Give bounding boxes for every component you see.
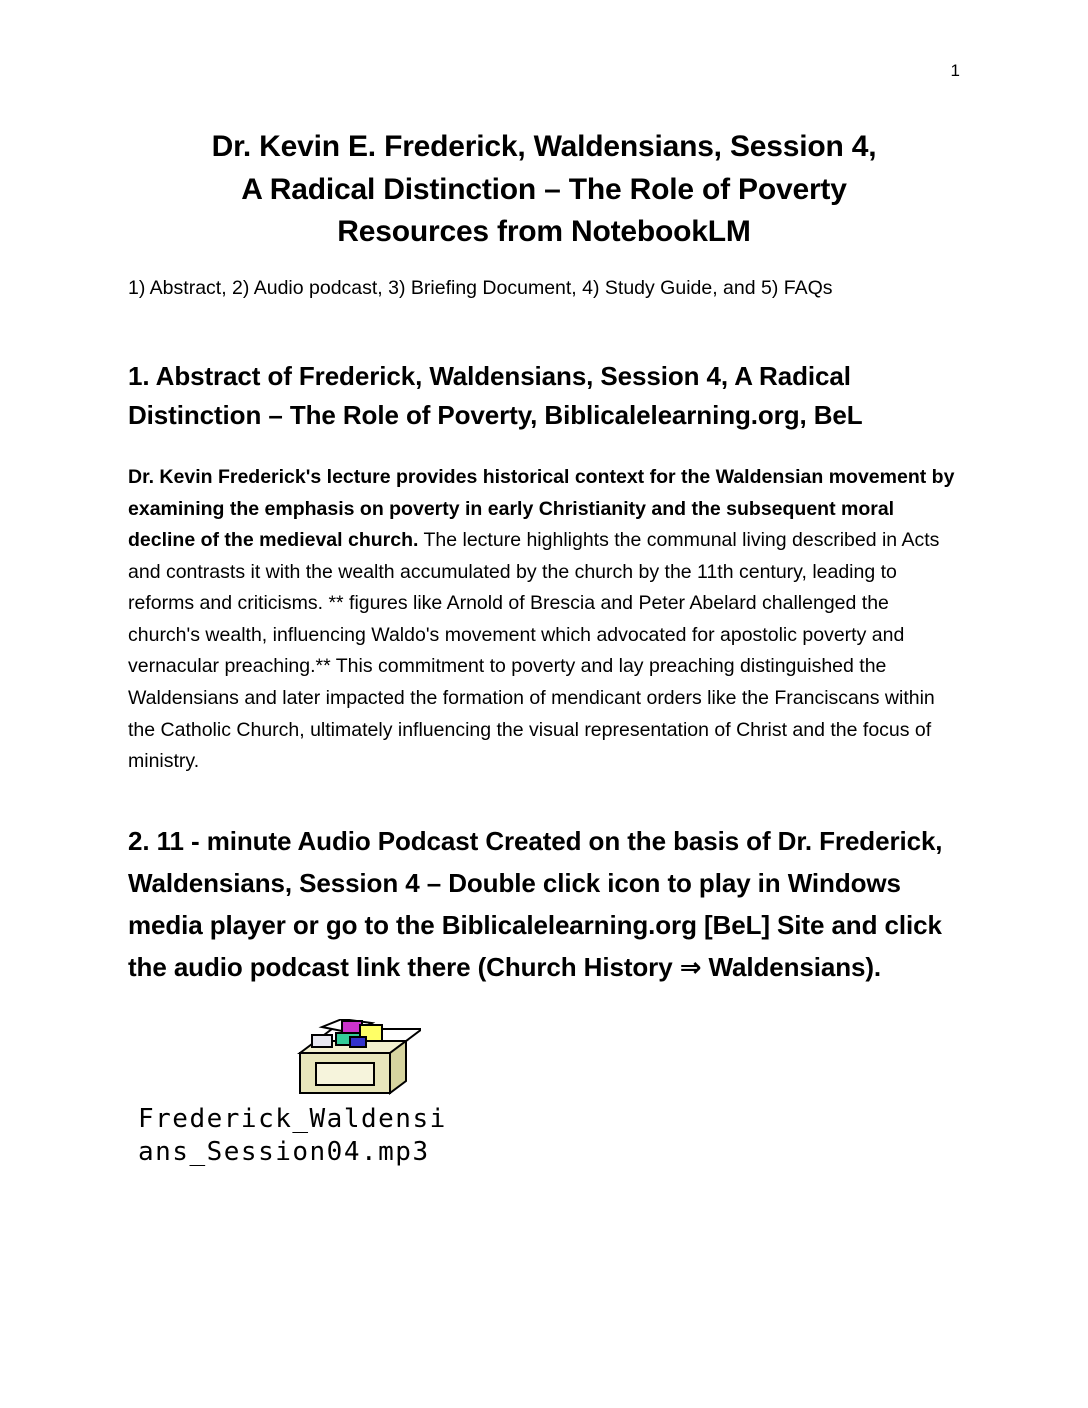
abstract-paragraph-body: The lecture highlights the communal living described in Acts and contrasts it with the wealth accumulated by the church by the 11th century, leading to reforms and criticisms. ** figures like Arnold of Brescia and Peter Abelard challenged the church's wealth, influencing Waldo's movement which advocated for apostolic poverty and vernacular preaching.** This commitment to poverty and lay preaching distinguished the Waldensians and later impacted the formation of mendicant orders like the Franciscans within the Catholic Church, ultimately influencing the visual representation of Christ and the focus of ministry. [128,529,940,773]
abstract-paragraph [128,462,960,778]
document-subtitle: 1) Abstract, 2) Audio podcast, 3) Briefing Document, 4) Study Guide, and 5) FAQs [128,276,833,299]
page-number: 1 [950,61,960,80]
document-title-line-1: Dr. Kevin E. Frederick, Waldensians, Session 4, [211,130,877,163]
document-title-line-3: Resources from NotebookLM [337,215,751,249]
section-heading-podcast [128,820,960,989]
abstract-paragraph-lead: Dr. Kevin Frederick's lecture provides historical context for the Waldensian movement by examining the emphasis on poverty in early Christianity and the subsequent moral decline of the medieval church. [128,465,955,552]
attachment-filename-line-1: Frederick_Waldensi [138,1104,447,1135]
attachment-filename [138,1103,960,1170]
audio-attachment[interactable] [133,1019,960,1170]
document-title-line-2: A Radical Distinction – The Role of Poverty [241,172,847,206]
section-heading-podcast-part2: Waldensians). [701,952,882,983]
section-heading-abstract: 1. Abstract of Frederick, Waldensians, Session 4, A Radical Distinction – The Role of Poverty, Biblicalelearning.org, BeL [128,361,863,430]
document-title [128,126,960,254]
section-heading-podcast-part1: 2. 11 - minute Audio Podcast Created on the basis of Dr. Frederick, Waldensians, Session 4 – Double click icon to play in Windows media player or go to the Biblicalelearning.org [BeL] Site and click the audio podcast link there (Church History [128,825,943,983]
mp3-package-icon[interactable] [286,1019,421,1097]
double-arrow-icon: ⇒ [679,953,702,984]
attachment-filename-line-2: ans_Session04.mp3 [138,1137,430,1168]
